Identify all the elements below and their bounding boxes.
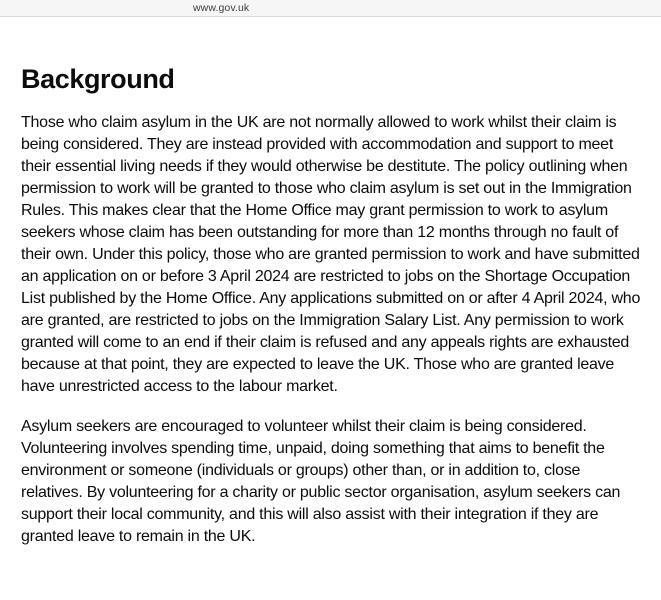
paragraph-permission-to-work: Those who claim asylum in the UK are not normally allowed to work whilst their claim is being considered. They are instead provided with accommodation and support to meet their essential living needs if they would otherwise be destitute. The policy outlining when permission to work will be granted to those who claim asylum is set out in the Immigration Rules. This makes clear that the Home Office may grant permission to work to asylum seekers whose claim has been outstanding for more than 12 months through no fault of their own. Under this policy, those who are granted permission to work and have submitted an application on or before 3 April 2024 are restricted to jobs on the Shortage Occupation List published by the Home Office. Any applications submitted on or after 4 April 2024, who are granted, are restricted to jobs on the Immigration Salary List. Any permission to work granted will come to an end if their claim is refused and any appeals rights are exhausted because at that point, they are expected to leave the UK. Those who are granted leave have unrestricted access to the labour market. — [21, 114, 641, 395]
page-title: Background — [21, 64, 175, 94]
paragraph-volunteering: Asylum seekers are encouraged to volunteer whilst their claim is being considered. Volunteering involves spending time, unpaid, doing something that aims to benefit the environment or someone (individuals or groups) other than, or in addition to, close relatives. By volunteering for a charity or public sector organisation, asylum seekers can support their local community, and this will also assist with their integration if they are granted leave to remain in the UK. — [21, 418, 621, 545]
article-content — [21, 18, 641, 548]
page-url-label: www.gov.uk — [193, 2, 250, 14]
browser-url-bar[interactable] — [0, 0, 661, 17]
